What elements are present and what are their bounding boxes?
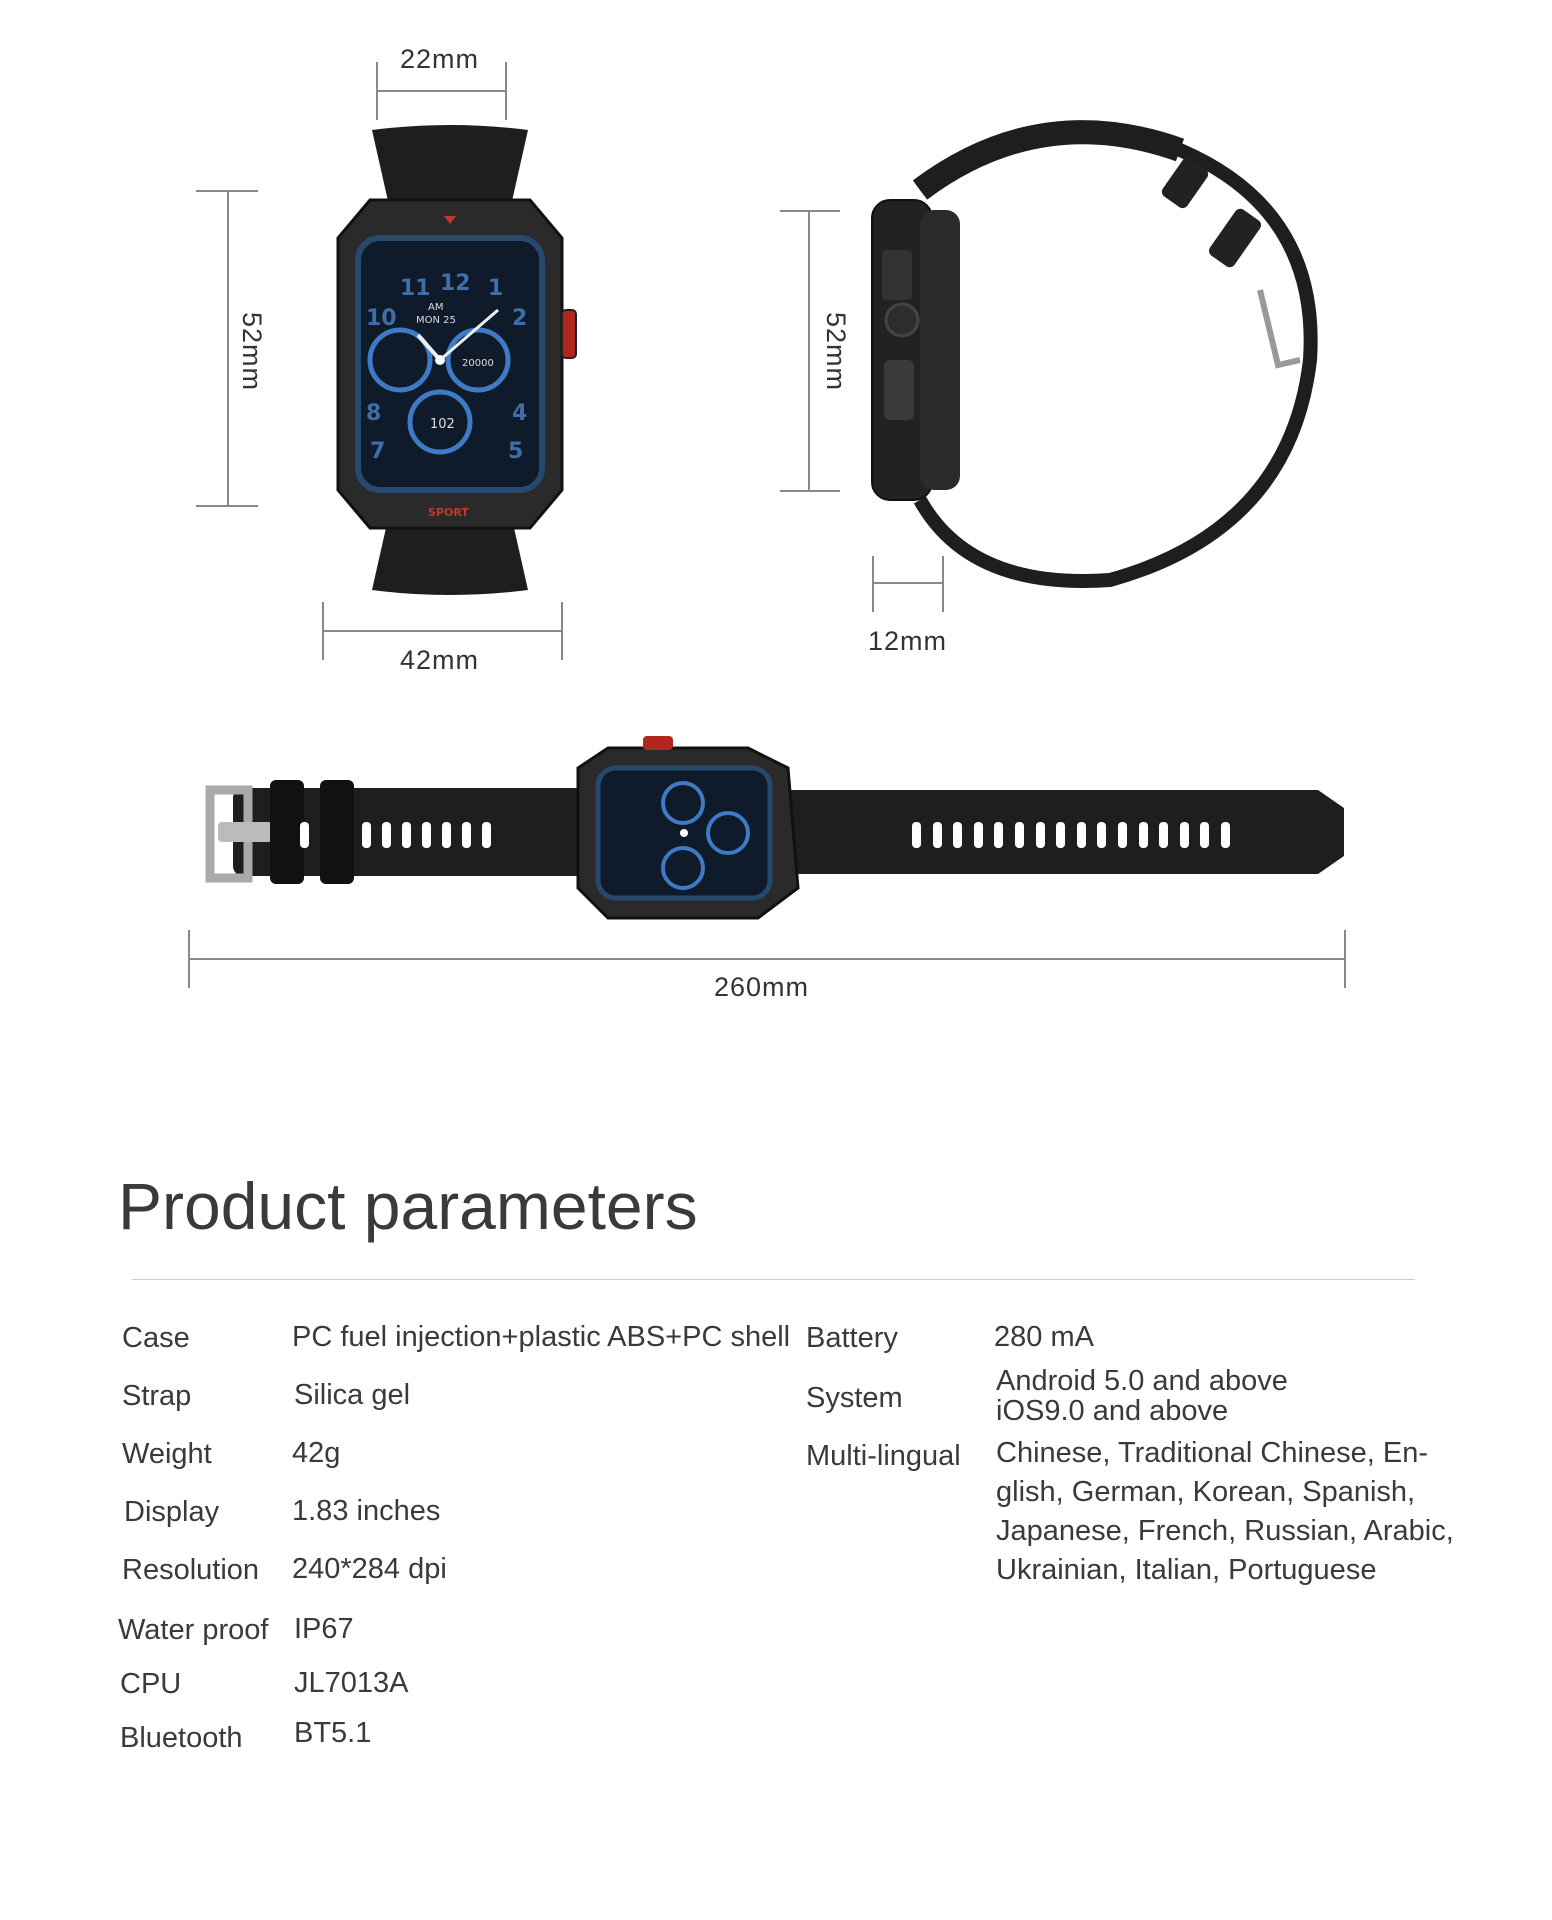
param-label-bluetooth: Bluetooth <box>120 1722 243 1754</box>
param-value-battery: 280 mA <box>994 1321 1094 1353</box>
strap-hole <box>953 822 962 848</box>
numeral: 4 <box>512 401 528 426</box>
strap-hole <box>1118 822 1127 848</box>
numeral: 11 <box>400 276 431 301</box>
system-line: iOS9.0 and above <box>996 1395 1229 1427</box>
heart-label: 102 <box>430 417 455 432</box>
strap-hole <box>994 822 1003 848</box>
height-front-label: 52mm <box>237 311 268 392</box>
strap-hole <box>382 822 391 848</box>
dim-tick <box>780 210 840 212</box>
param-label-case: Case <box>122 1322 190 1354</box>
strap-hole <box>482 822 491 848</box>
strap-hole <box>300 822 309 848</box>
numeral: 5 <box>508 439 524 464</box>
param-value-water-proof: IP67 <box>294 1613 354 1645</box>
height-side-label: 52mm <box>821 311 852 392</box>
param-label-weight: Weight <box>122 1438 212 1470</box>
dim-line <box>808 210 810 492</box>
param-value-cpu: JL7013A <box>294 1667 409 1699</box>
language-line: Japanese, French, Russian, Arabic, <box>996 1515 1454 1547</box>
divider <box>132 1279 1415 1280</box>
strap-hole <box>462 822 471 848</box>
param-value-case: PC fuel injection+plastic ABS+PC shell <box>292 1321 791 1353</box>
numeral: 10 <box>366 306 397 331</box>
param-label-display: Display <box>124 1496 220 1528</box>
strap-hole <box>1221 822 1230 848</box>
strap-hole <box>1200 822 1209 848</box>
numeral: 12 <box>440 271 471 296</box>
brand-label: SPORT <box>428 506 469 519</box>
strap-hole <box>933 822 942 848</box>
language-line: Ukrainian, Italian, Portuguese <box>996 1554 1377 1586</box>
param-value-system <box>996 1366 1288 1426</box>
param-label-resolution: Resolution <box>122 1554 260 1586</box>
steps-label: 20000 <box>462 358 494 369</box>
watch-side-image <box>860 110 1340 590</box>
strap-hole <box>912 822 921 848</box>
param-value-multi-lingual <box>996 1434 1454 1590</box>
watch-front-image <box>300 120 600 600</box>
language-line: Chinese, Traditional Chinese, En- <box>996 1437 1429 1469</box>
strap-hole <box>1159 822 1168 848</box>
numeral: 8 <box>366 401 382 426</box>
strap-hole <box>1077 822 1086 848</box>
param-label-multi-lingual: Multi-lingual <box>806 1440 961 1472</box>
numeral: 1 <box>488 276 504 301</box>
date-label: MON 25 <box>416 315 456 326</box>
dim-line <box>376 90 507 92</box>
numeral: 7 <box>370 439 386 464</box>
language-line: glish, German, Korean, Spanish, <box>996 1476 1416 1508</box>
param-value-display: 1.83 inches <box>292 1495 441 1527</box>
param-label-strap: Strap <box>122 1380 192 1412</box>
section-title: Product parameters <box>118 1169 698 1243</box>
strap-hole <box>402 822 411 848</box>
param-value-weight: 42g <box>292 1437 341 1469</box>
param-label-battery: Battery <box>806 1322 898 1354</box>
dim-line <box>322 630 563 632</box>
thickness-label: 12mm <box>868 626 948 656</box>
strap-hole <box>1180 822 1189 848</box>
param-value-resolution: 240*284 dpi <box>292 1553 447 1585</box>
strap-hole <box>1015 822 1024 848</box>
dim-line <box>188 958 1346 960</box>
dim-tick <box>780 490 840 492</box>
numeral: 2 <box>512 306 528 331</box>
dim-line <box>227 190 229 507</box>
param-label-system: System <box>806 1382 903 1414</box>
strap-hole <box>1036 822 1045 848</box>
strap-hole <box>362 822 371 848</box>
strap-hole <box>974 822 983 848</box>
param-label-cpu: CPU <box>120 1668 182 1700</box>
am-label: AM <box>428 302 444 313</box>
total-length-label: 260mm <box>714 972 810 1002</box>
band-width-label: 22mm <box>400 44 480 74</box>
param-value-bluetooth: BT5.1 <box>294 1717 372 1749</box>
param-value-strap: Silica gel <box>294 1379 411 1411</box>
case-width-label: 42mm <box>400 645 480 675</box>
strap-hole <box>1097 822 1106 848</box>
strap-hole <box>422 822 431 848</box>
strap-hole <box>442 822 451 848</box>
system-line: Android 5.0 and above <box>996 1365 1288 1397</box>
strap-hole <box>1139 822 1148 848</box>
strap-hole <box>1056 822 1065 848</box>
param-label-water-proof: Water proof <box>118 1614 269 1646</box>
